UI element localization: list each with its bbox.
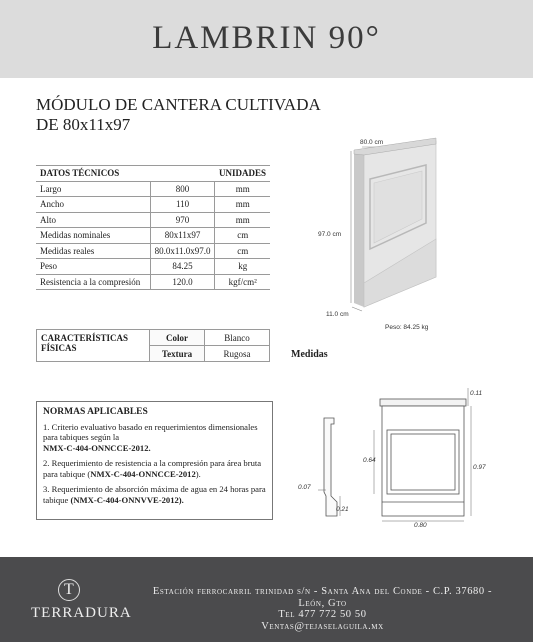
normas-item-2-end: ). <box>195 468 201 479</box>
table-row <box>36 212 270 228</box>
row-value: 120.0 <box>150 274 215 290</box>
row-unit: kg <box>215 259 270 275</box>
table-header-row <box>36 166 270 182</box>
product-subtitle <box>36 95 321 135</box>
product-photo <box>340 135 520 325</box>
subtitle-line-2: DE 80x11x97 <box>36 115 131 134</box>
depth-dimension-line <box>352 307 362 311</box>
dimension-011: 0.11 <box>470 390 483 397</box>
row-label: Medidas nominales <box>36 228 150 244</box>
texture-value: Rugosa <box>205 346 270 362</box>
row-unit: kgf/cm² <box>215 274 270 290</box>
subtitle-line-1: MÓDULO DE CANTERA CULTIVADA <box>36 95 321 114</box>
normas-item-2 <box>43 458 266 479</box>
row-label: Peso <box>36 259 150 275</box>
address: Estación ferrocarril trinidad s/n - Santa Ana del Conde - C.P. 37680 - León, Gto <box>152 586 493 609</box>
table-row <box>37 330 270 346</box>
row-unit: cm <box>215 228 270 244</box>
dimension-080: 0.80 <box>414 522 427 529</box>
color-value: Blanco <box>205 330 270 346</box>
dimension-064: 0.64 <box>363 457 376 464</box>
row-unit: cm <box>215 243 270 259</box>
weight-label: Peso: 84.25 kg <box>385 324 429 331</box>
normas-item-1-code: NMX-C-404-ONNCCE-2012. <box>43 442 151 453</box>
contact-info <box>150 586 495 632</box>
front-cap <box>380 399 466 406</box>
row-unit: mm <box>215 181 270 197</box>
width-label: 80.0 cm <box>360 139 384 146</box>
row-label: Largo <box>36 181 150 197</box>
dimension-097: 0.97 <box>473 464 486 471</box>
normas-item-2-text: 2. Requerimiento de resistencia a la compresión para área bruta para tabique ( <box>43 458 262 479</box>
table-row <box>36 197 270 213</box>
row-value: 800 <box>150 181 215 197</box>
medidas-label: Medidas <box>291 349 328 360</box>
row-value: 84.25 <box>150 259 215 275</box>
side-profile <box>324 418 337 516</box>
color-key: Color <box>150 330 205 346</box>
normas-item-1 <box>43 422 266 454</box>
table-row <box>36 228 270 244</box>
row-value: 110 <box>150 197 215 213</box>
normas-title: NORMAS APLICABLES <box>43 407 148 417</box>
normas-item-3-code: (NMX-C-404-ONNVVE-2012). <box>70 494 184 505</box>
front-body <box>382 406 464 516</box>
table-row <box>36 243 270 259</box>
table-row <box>36 181 270 197</box>
physical-label-line-1: CARACTERÍSTICAS <box>41 333 129 343</box>
page-title: LAMBRIN 90° <box>152 20 381 56</box>
physical-characteristics-label <box>37 330 150 362</box>
normas-item-3 <box>43 484 266 505</box>
physical-label-line-2: FÍSICAS <box>41 343 77 353</box>
row-label: Alto <box>36 212 150 228</box>
technical-data-header: DATOS TÉCNICOS <box>36 166 215 182</box>
texture-key: Textura <box>150 346 205 362</box>
row-label: Resistencia a la compresión <box>36 274 150 290</box>
email-link[interactable]: Ventas@tejaselaguila.mx <box>261 620 384 632</box>
row-unit: mm <box>215 197 270 213</box>
brand-name: TERRADURA <box>31 605 132 621</box>
units-header: UNIDADES <box>215 166 270 182</box>
row-label: Medidas reales <box>36 243 150 259</box>
depth-label: 11.0 cm <box>326 311 349 318</box>
technical-drawing <box>290 378 490 533</box>
height-label: 97.0 cm <box>318 231 342 238</box>
row-value: 970 <box>150 212 215 228</box>
phone: Tel 477 772 50 50 <box>278 609 367 620</box>
row-label: Ancho <box>36 197 150 213</box>
header-banner <box>0 0 533 78</box>
dimension-021: 0.21 <box>336 506 349 513</box>
table-row <box>36 259 270 275</box>
footer <box>0 557 533 642</box>
normas-item-3-text: 3. Requerimiento de absorción máxima de agua en 24 horas para tabique <box>43 484 266 505</box>
normas-item-1-text: 1. Criterio evaluativo basado en requerimientos dimensionales para tabiques según la <box>43 421 258 442</box>
row-value: 80x11x97 <box>150 228 215 244</box>
logo-letter: T <box>64 581 74 598</box>
physical-characteristics-table <box>36 329 270 362</box>
panel-side <box>354 151 364 307</box>
row-unit: mm <box>215 212 270 228</box>
row-value: 80.0x11.0x97.0 <box>150 243 215 259</box>
table-row <box>36 274 270 290</box>
dimension-007: 0.07 <box>298 484 311 491</box>
normas-box <box>36 401 273 520</box>
normas-item-2-code: NMX-C-404-ONNCCE-2012 <box>90 468 196 479</box>
technical-data-table <box>36 165 270 290</box>
